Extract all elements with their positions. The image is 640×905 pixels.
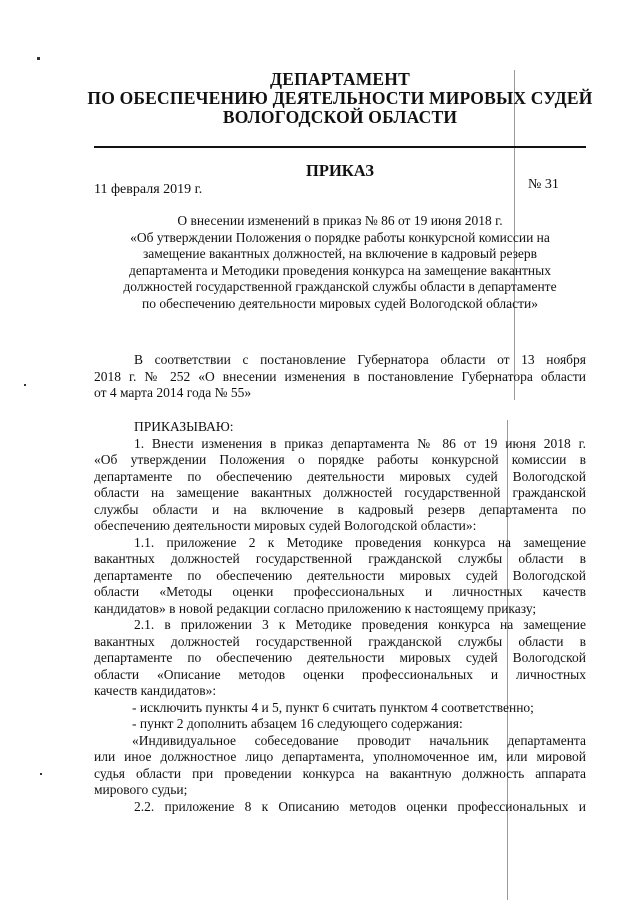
item-1-1-line: департаменте по обеспечению деятельности мировых судей Вологодской xyxy=(94,567,586,583)
preamble-line: от 4 марта 2014 года № 55» xyxy=(94,385,252,400)
item-2-1-line: области «Описание методов оценки профессиональных и личностных xyxy=(94,666,586,682)
header-line-1: ДЕПАРТАМЕНТ xyxy=(270,69,410,89)
quote-line: мирового судьи; xyxy=(94,782,188,797)
subject-line: департамента и Методики проведения конкурса на замещение вакантных xyxy=(129,262,551,278)
item-1-line: службы области и на включение в кадровый резерв департамента по xyxy=(94,501,586,517)
order-word: ПРИКАЗЫВАЮ: xyxy=(134,419,234,434)
department-header xyxy=(60,70,620,127)
dash-item-2: - пункт 2 дополнить абзацем 16 следующего содержания: xyxy=(132,716,463,731)
header-divider xyxy=(94,146,586,148)
quote-line: или иное должностное лицо департамента, уполномоченное им, или мировой xyxy=(94,749,586,764)
order-number: № 31 xyxy=(528,177,559,192)
item-1-line: обеспечению деятельности мировых судей Вологодской области»: xyxy=(94,518,477,533)
preamble-line: 2018 г. № 252 «О внесении изменения в постановление Губернатора области xyxy=(94,368,586,384)
item-1-1-line: вакантных должностей государственной гражданской службы области в xyxy=(94,551,586,566)
subject-line: замещение вакантных должностей, на включение в кадровый резерв xyxy=(142,246,538,261)
header-line-2: ПО ОБЕСПЕЧЕНИЮ ДЕЯТЕЛЬНОСТИ МИРОВЫХ СУДЕЙ xyxy=(87,88,593,108)
order-subject xyxy=(94,213,586,312)
quote-line: судья области при проведении конкурса на вакантную должность аппарата xyxy=(94,765,586,781)
scan-speck xyxy=(40,773,42,775)
subject-line: О внесении изменений в приказ № 86 от 19 июня 2018 г. xyxy=(177,213,503,228)
order-date: 11 февраля 2019 г. xyxy=(94,182,203,197)
subject-line: «Об утверждении Положения о порядке работы конкурсной комиссии на xyxy=(130,229,550,245)
scan-speck xyxy=(24,384,26,386)
item-1-1-line: кандидатов» в новой редакции согласно приложению к настоящему приказу; xyxy=(94,600,537,616)
item-2-1-line: качеств кандидатов»: xyxy=(94,683,217,698)
item-1-1-line: области «Методы оценки профессиональных и личностных качеств xyxy=(94,584,586,599)
item-1-line: области на замещение вакантных должностей государственной гражданской xyxy=(94,485,586,500)
subject-line: должностей государственной гражданской службы области в департаменте xyxy=(123,279,557,294)
order-body xyxy=(94,419,586,815)
item-1-line: 1. Внести изменения в приказ департамента № 86 от 19 июня 2018 г. xyxy=(134,435,586,451)
item-1-line: департаменте по обеспечению деятельности мировых судей Вологодской xyxy=(94,468,586,484)
item-2-1-line: вакантных должностей государственной гражданской службы области в xyxy=(94,633,586,649)
scan-speck xyxy=(37,57,40,60)
item-2-1-line: 2.1. в приложении 3 к Методике проведения конкурса на замещение xyxy=(134,617,586,632)
header-line-3: ВОЛОГОДСКОЙ ОБЛАСТИ xyxy=(222,107,458,127)
dash-item-1: - исключить пункты 4 и 5, пункт 6 считать пунктом 4 соответственно; xyxy=(132,699,534,715)
subject-line: по обеспечению деятельности мировых судей Вологодской области» xyxy=(142,295,538,311)
item-1-line: «Об утверждении Положения о порядке работы конкурсной комиссии в xyxy=(94,452,586,467)
preamble-line: В соответствии с постановление Губернатора области от 13 ноября xyxy=(134,352,586,367)
order-title: ПРИКАЗ xyxy=(306,161,374,180)
item-2-2-line: 2.2. приложение 8 к Описанию методов оценки профессиональных и xyxy=(134,798,586,814)
quote-line: «Индивидуальное собеседование проводит начальник департамента xyxy=(132,732,586,748)
preamble-paragraph xyxy=(94,352,586,402)
item-1-1-line: 1.1. приложение 2 к Методике проведения конкурса на замещение xyxy=(134,534,586,550)
item-2-1-line: департаменте по обеспечению деятельности мировых судей Вологодской xyxy=(94,650,586,665)
